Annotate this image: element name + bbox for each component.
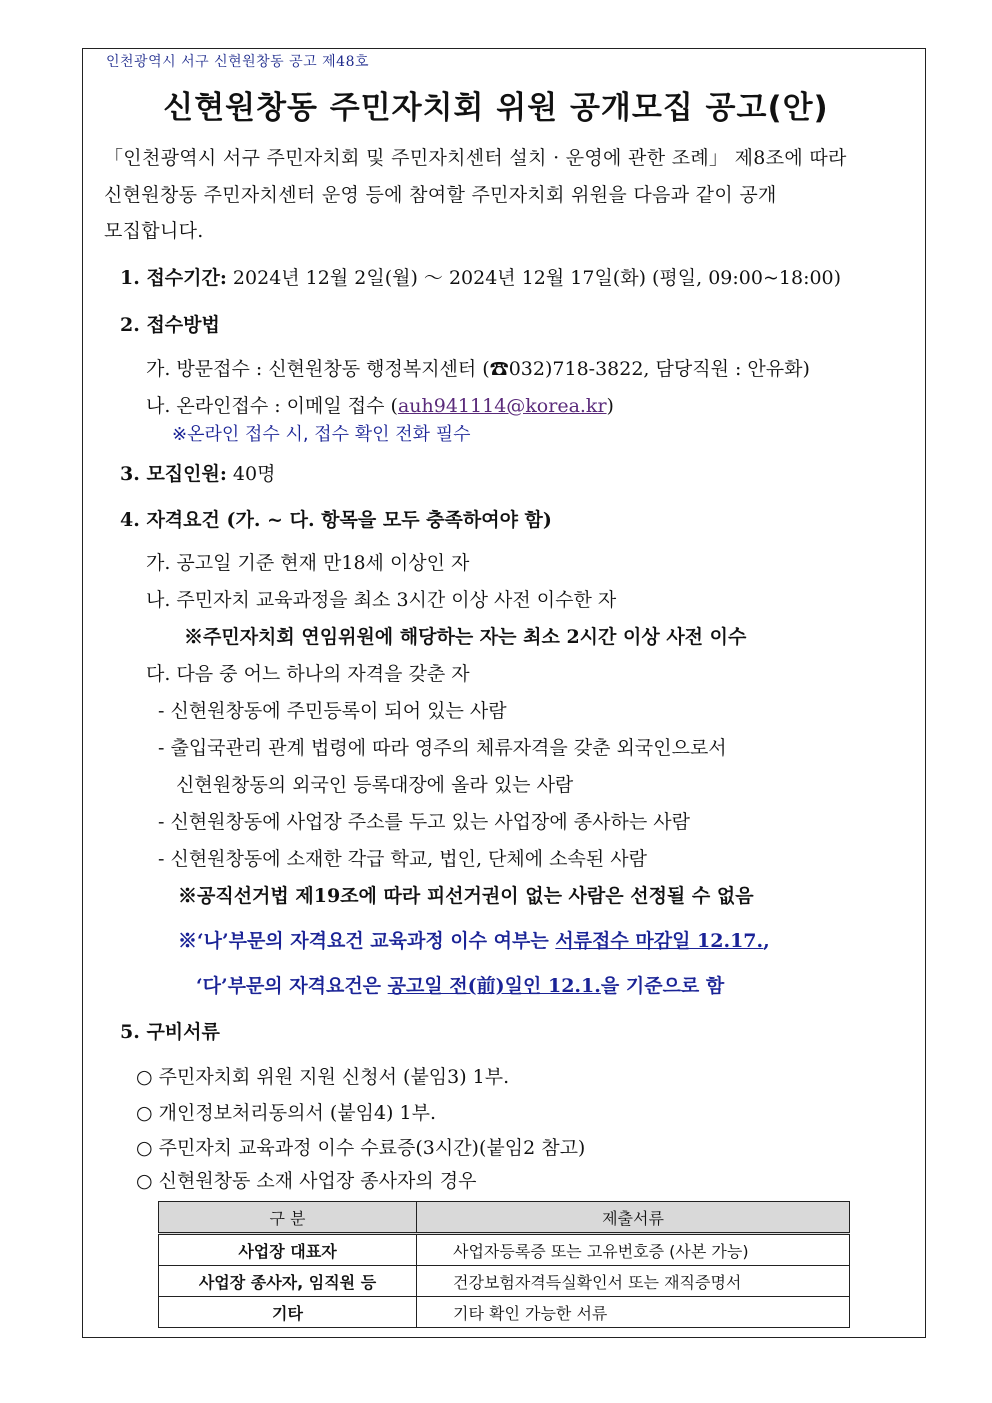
deadline-note-1-text: ※‘나’부문의 자격요건 교육과정 이수 여부는: [178, 930, 556, 952]
document-item: ○ 주민자치 교육과정 이수 수료증(3시간)(붙임2 참고): [136, 1137, 586, 1159]
qualification-c3: - 신현원창동에 사업장 주소를 두고 있는 사업장에 종사하는 사람: [158, 811, 690, 833]
table-cell-documents: 사업자등록증 또는 고유번호증 (사본 가능): [417, 1234, 850, 1266]
qualification-b-note: ※주민자치회 연임위원에 해당하는 자는 최소 2시간 이상 사전 이수: [184, 626, 747, 648]
visit-reception: 가. 방문접수 : 신현원창동 행정복지센터 (☎032)718-3822, 담당직원 : 안유화): [146, 358, 810, 380]
section-recruitment-count: [120, 459, 275, 486]
intro-line-2: 신현원창동 주민자치센터 운영 등에 참여할 주민자치회 위원을 다음과 같이 공개: [104, 184, 777, 206]
reference-date: 공고일 전(前)일인 12.1.: [387, 975, 601, 997]
qualification-c2-cont: 신현원창동의 외국인 등록대장에 올라 있는 사람: [176, 774, 574, 796]
section-label: 3. 모집인원:: [120, 463, 227, 485]
table-cell-documents: 기타 확인 가능한 서류: [417, 1297, 850, 1328]
qualification-a: 가. 공고일 기준 현재 만18세 이상인 자: [146, 552, 470, 574]
table-cell-documents: 건강보험자격득실확인서 또는 재직증명서: [417, 1266, 850, 1297]
deadline-note-2: [196, 971, 724, 998]
intro-line-1: 「인천광역시 서구 주민자치회 및 주민자치센터 설치 · 운영에 관한 조례」 제8조에 따라: [104, 147, 847, 169]
document-item: ○ 신현원창동 소재 사업장 종사자의 경우: [136, 1170, 477, 1192]
deadline-comma: ,: [763, 930, 770, 952]
deadline-note-2-text: ‘다’부문의 자격요건은: [196, 975, 388, 997]
section-qualifications: 4. 자격요건 (가. ~ 다. 항목을 모두 충족하여야 함): [120, 509, 552, 531]
table-cell-category: 기타: [159, 1297, 417, 1328]
table-row: [159, 1297, 850, 1328]
section-reception-period: [120, 263, 841, 290]
recruitment-count-value: 40명: [226, 463, 276, 485]
section-required-documents: 5. 구비서류: [120, 1021, 220, 1043]
required-documents-table: [158, 1201, 850, 1328]
deadline-note-1: [178, 926, 770, 953]
email-link[interactable]: auh941114@korea.kr: [397, 395, 607, 417]
online-note: ※온라인 접수 시, 접수 확인 전화 필수: [172, 424, 471, 445]
qualification-c2: - 출입국관리 관계 법령에 따라 영주의 체류자격을 갖춘 외국인으로서: [158, 737, 727, 759]
qualification-b: 나. 주민자치 교육과정을 최소 3시간 이상 사전 이수한 자: [146, 589, 617, 611]
online-reception: [146, 391, 614, 418]
table-header-category: 구 분: [159, 1202, 417, 1234]
notice-number: 인천광역시 서구 신현원창동 공고 제48호: [106, 54, 369, 70]
table-row: [159, 1266, 850, 1297]
qualification-c: 다. 다음 중 어느 하나의 자격을 갖춘 자: [146, 663, 470, 685]
online-reception-label: 나. 온라인접수 : 이메일 접수 (: [146, 395, 398, 417]
intro-line-3: 모집합니다.: [104, 220, 204, 242]
deadline-date: 서류접수 마감일 12.17.: [555, 930, 764, 952]
table-row: [159, 1234, 850, 1266]
qualification-c4: - 신현원창동에 소재한 각급 학교, 법인, 단체에 소속된 사람: [158, 848, 647, 870]
table-header-documents: 제출서류: [417, 1202, 850, 1234]
election-law-note: ※공직선거법 제19조에 따라 피선거권이 없는 사람은 선정될 수 없음: [178, 885, 754, 907]
online-reception-close: ): [606, 395, 614, 417]
page-title: 신현원창동 주민자치회 위원 공개모집 공고(안): [163, 90, 829, 126]
table-header-row: [159, 1202, 850, 1234]
table-cell-category: 사업장 대표자: [159, 1234, 417, 1266]
section-label: 1. 접수기간:: [120, 267, 227, 289]
table-cell-category: 사업장 종사자, 임직원 등: [159, 1266, 417, 1297]
section-reception-method: 2. 접수방법: [120, 314, 220, 336]
qualification-c1: - 신현원창동에 주민등록이 되어 있는 사람: [158, 700, 507, 722]
document-item: ○ 주민자치회 위원 지원 신청서 (붙임3) 1부.: [136, 1066, 510, 1088]
deadline-note-2-end: 을 기준으로 함: [600, 975, 725, 997]
document-item: ○ 개인정보처리동의서 (붙임4) 1부.: [136, 1102, 436, 1124]
reception-period-value: 2024년 12월 2일(월) ～ 2024년 12월 17일(화) (평일, 09:00~18:00): [226, 267, 842, 289]
